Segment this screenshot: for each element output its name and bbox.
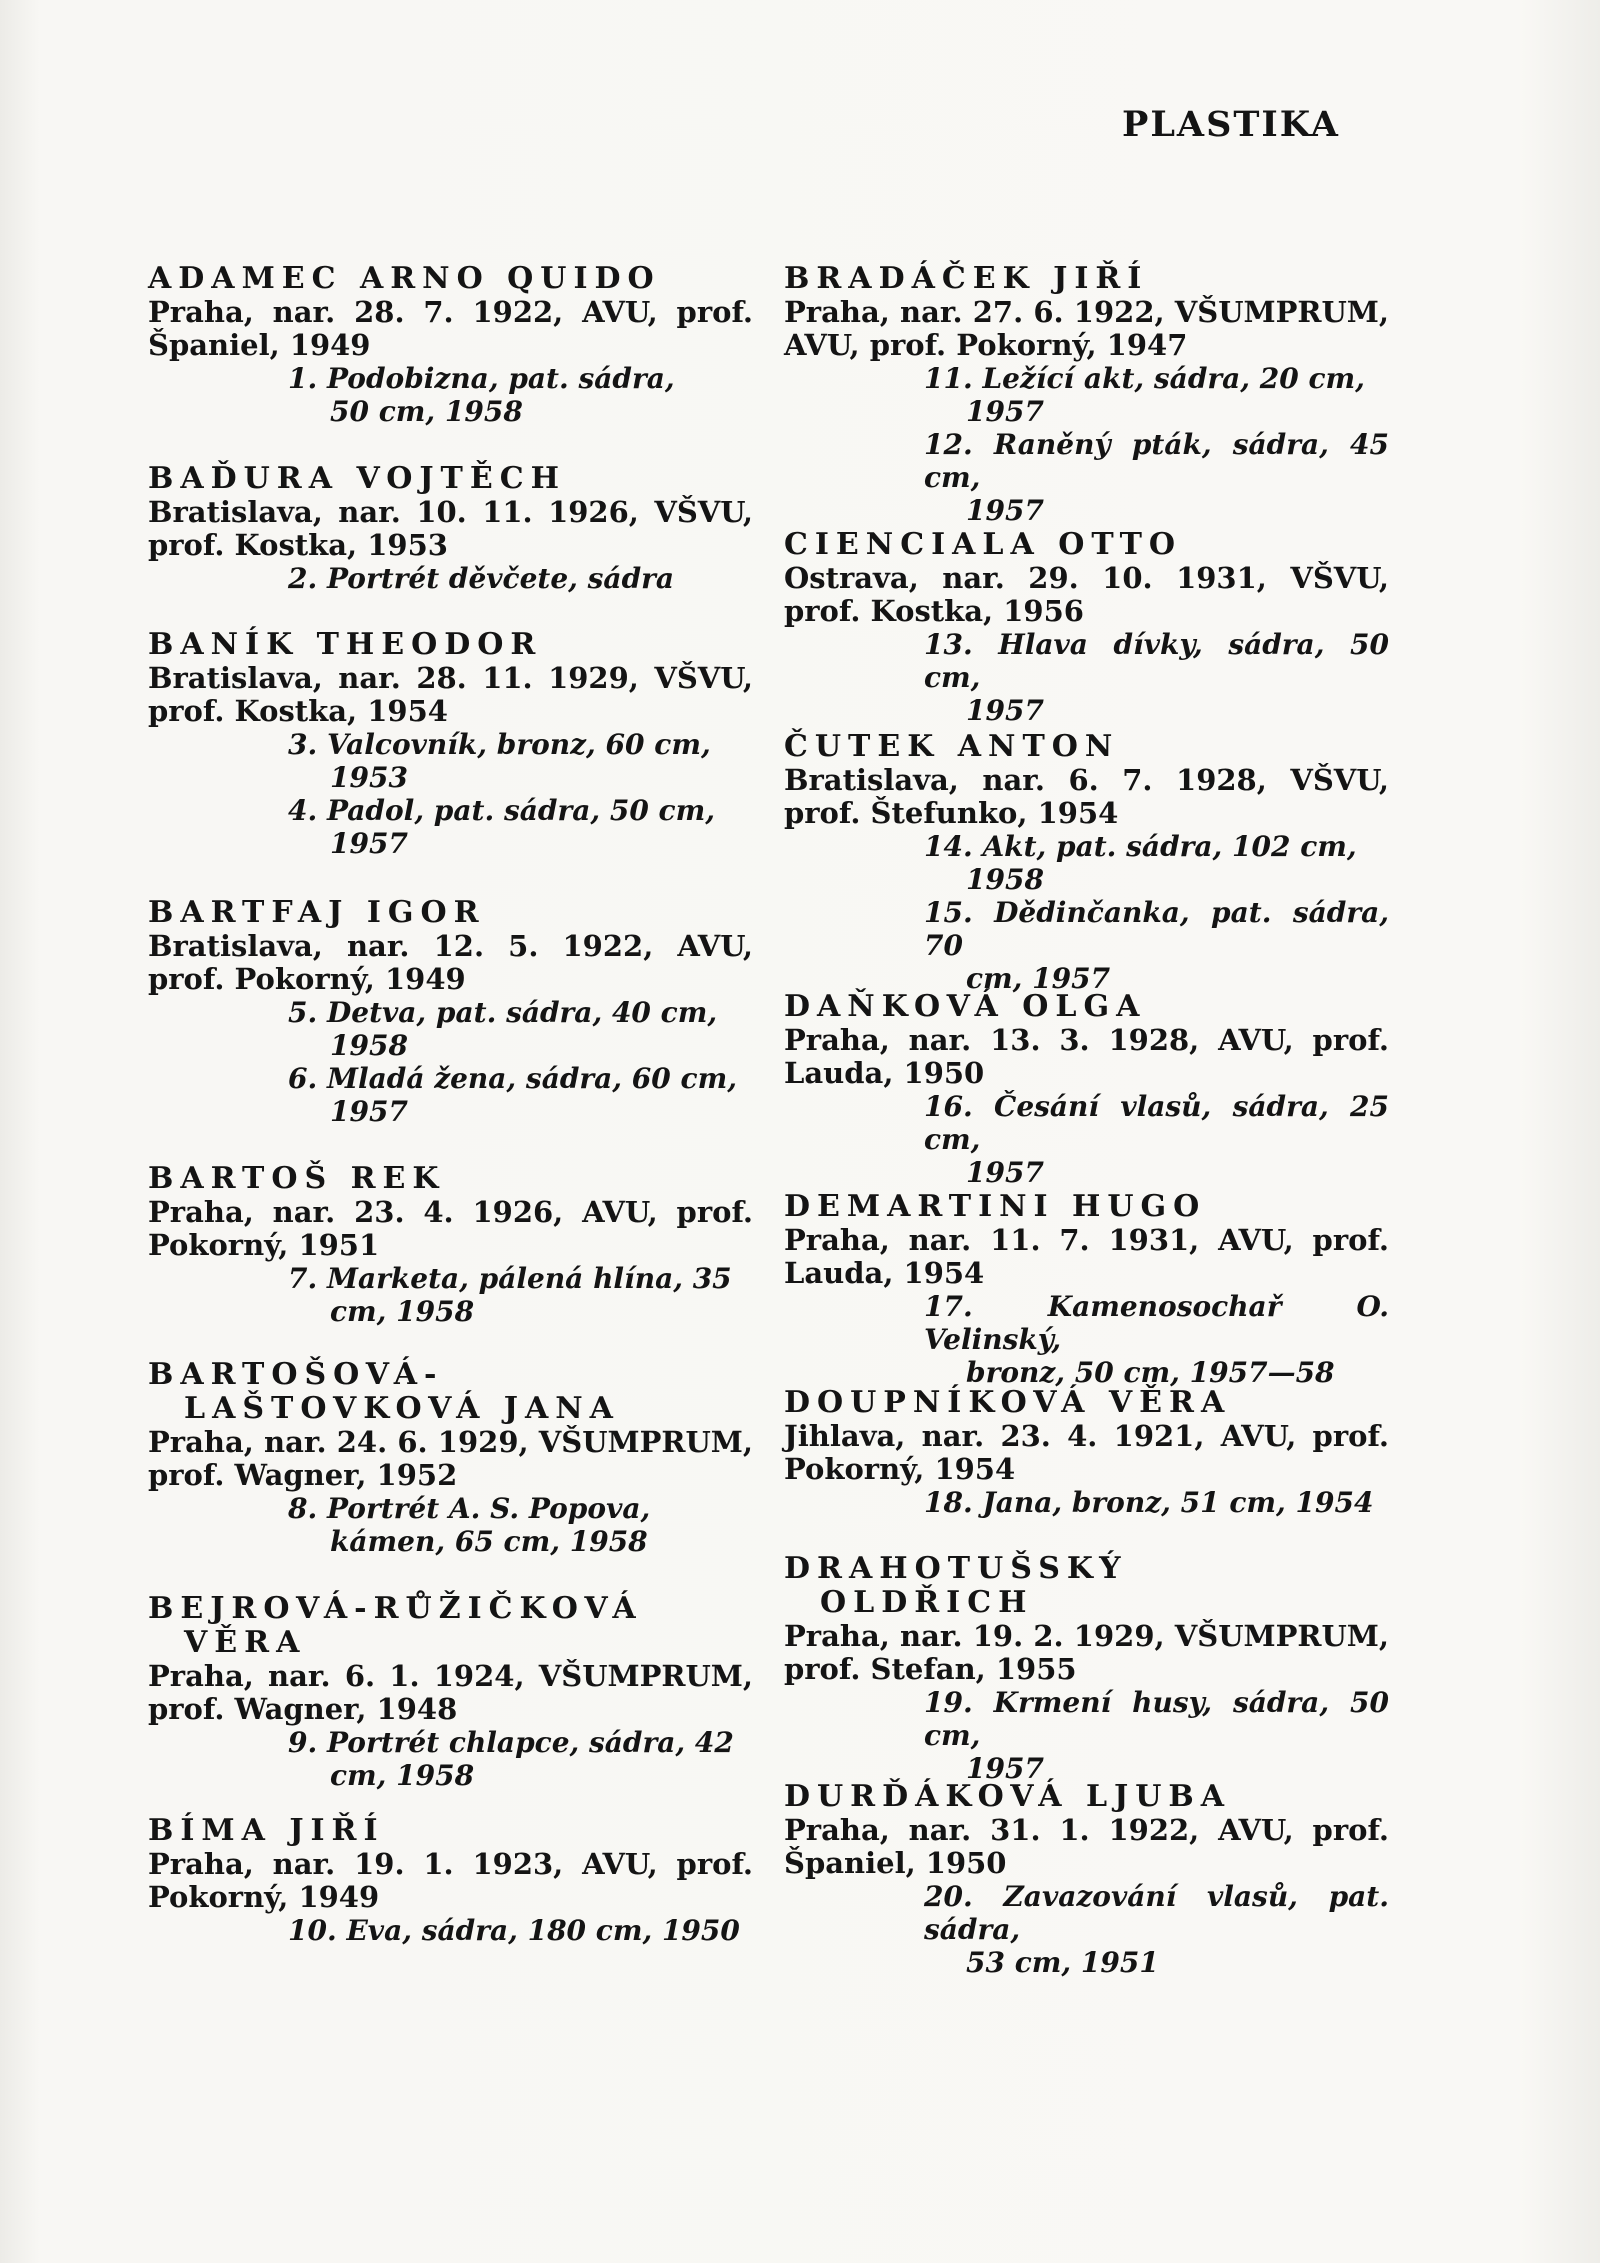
artwork-title: 13. Hlava dívky, sádra, 50 cm,	[924, 628, 1389, 694]
artwork-title: 11. Ležící akt, sádra, 20 cm,	[924, 362, 1365, 395]
artist-bio: Bratislava, nar. 12. 5. 1922, AVU, prof. Pokorný, 1949	[148, 929, 753, 996]
artist-entry	[784, 528, 1389, 727]
artist-name: DURĎÁKOVÁ LJUBA	[784, 1779, 1232, 1814]
artist-name: DRAHOTUŠSKÝ	[784, 1551, 1128, 1586]
artwork-details: 1957	[330, 827, 408, 860]
artist-bio: Praha, nar. 24. 6. 1929, VŠUMPRUM, prof. Wagner, 1952	[148, 1425, 753, 1492]
artwork-item	[148, 794, 753, 860]
artwork-item	[784, 1090, 1389, 1189]
artist-bio: Praha, nar. 23. 4. 1926, AVU, prof. Pokorný, 1951	[148, 1195, 753, 1262]
artwork-details: 50 cm, 1958	[330, 395, 523, 428]
artist-name-continued: OLDŘICH	[820, 1585, 1034, 1620]
artwork-details: 1953	[330, 761, 408, 794]
artwork-item	[148, 1492, 753, 1558]
artwork-title: 15. Dědinčanka, pat. sádra, 70	[924, 896, 1389, 962]
artwork-details: bronz, 50 cm, 1957—58	[966, 1356, 1335, 1389]
artist-bio: Bratislava, nar. 28. 11. 1929, VŠVU, prof. Kostka, 1954	[148, 661, 753, 728]
artwork-title: 9. Portrét chlapce, sádra, 42	[288, 1726, 734, 1759]
artwork-details: 1957	[330, 1095, 408, 1128]
artwork-title: 5. Detva, pat. sádra, 40 cm,	[288, 996, 718, 1029]
artwork-details: 53 cm, 1951	[966, 1946, 1159, 1979]
artwork-title: 16. Česání vlasů, sádra, 25 cm,	[924, 1090, 1389, 1156]
artwork-title: 2. Portrét děvčete, sádra	[288, 562, 675, 595]
artwork-item	[784, 896, 1389, 995]
artist-entry	[148, 1592, 753, 1792]
artwork-details: 1957	[966, 1156, 1044, 1189]
artwork-item	[784, 1686, 1389, 1785]
artwork-details: 1958	[330, 1029, 408, 1062]
artwork-item	[148, 562, 753, 595]
artist-bio: Bratislava, nar. 10. 11. 1926, VŠVU, prof. Kostka, 1953	[148, 495, 753, 562]
artist-bio: Praha, nar. 19. 2. 1929, VŠUMPRUM, prof. Stefan, 1955	[784, 1619, 1389, 1686]
artwork-title: 20. Zavazování vlasů, pat. sádra,	[924, 1880, 1389, 1946]
artist-name: ČUTEK ANTON	[784, 729, 1120, 764]
artwork-title: 19. Krmení husy, sádra, 50 cm,	[924, 1686, 1389, 1752]
artist-entry	[784, 990, 1389, 1189]
artwork-item	[148, 1726, 753, 1792]
artist-entry	[784, 1190, 1389, 1389]
artist-entry	[148, 1358, 753, 1558]
artist-bio: Jihlava, nar. 23. 4. 1921, AVU, prof. Pokorný, 1954	[784, 1419, 1389, 1486]
artist-entry	[148, 1814, 753, 1947]
artwork-title: 7. Marketa, pálená hlína, 35	[288, 1262, 732, 1295]
artist-entry	[784, 1780, 1389, 1979]
artwork-item	[148, 728, 753, 794]
artist-name: DAŇKOVÁ OLGA	[784, 989, 1147, 1024]
artwork-details: 1958	[966, 863, 1044, 896]
artwork-title: 14. Akt, pat. sádra, 102 cm,	[924, 830, 1357, 863]
artist-name: DEMARTINI HUGO	[784, 1189, 1207, 1224]
artist-name: ADAMEC ARNO QUIDO	[148, 261, 661, 296]
artist-bio: Bratislava, nar. 6. 7. 1928, VŠVU, prof. Štefunko, 1954	[784, 763, 1389, 830]
artist-entry	[148, 462, 753, 595]
artwork-item	[148, 1062, 753, 1128]
artist-bio: Praha, nar. 27. 6. 1922, VŠUMPRUM, AVU, prof. Pokorný, 1947	[784, 295, 1389, 362]
artwork-details: cm, 1958	[330, 1295, 475, 1328]
artwork-title: 17. Kamenosochař O. Velinský,	[924, 1290, 1389, 1356]
page-heading: PLASTIKA	[1122, 104, 1340, 145]
artist-name: BARTFAJ IGOR	[148, 895, 486, 930]
artwork-title: 6. Mladá žena, sádra, 60 cm,	[288, 1062, 737, 1095]
artist-name: BEJROVÁ-RŮŽIČKOVÁ	[148, 1591, 643, 1626]
artwork-details: kámen, 65 cm, 1958	[330, 1525, 648, 1558]
artist-bio: Ostrava, nar. 29. 10. 1931, VŠVU, prof. Kostka, 1956	[784, 561, 1389, 628]
artist-entry	[148, 1162, 753, 1328]
artist-entry	[148, 262, 753, 428]
artwork-item	[784, 1486, 1389, 1519]
artwork-title: 12. Raněný pták, sádra, 45 cm,	[924, 428, 1389, 494]
artwork-title: 10. Eva, sádra, 180 cm, 1950	[288, 1914, 740, 1947]
artwork-details: cm, 1958	[330, 1759, 475, 1792]
artist-entry	[148, 628, 753, 860]
artwork-item	[784, 830, 1389, 896]
artist-entry	[784, 1552, 1389, 1785]
artwork-item	[784, 628, 1389, 727]
artist-name: BÍMA JIŘÍ	[148, 1813, 385, 1848]
artist-name-continued: LAŠTOVKOVÁ JANA	[184, 1391, 620, 1426]
artist-bio: Praha, nar. 19. 1. 1923, AVU, prof. Pokorný, 1949	[148, 1847, 753, 1914]
artist-name: BAĎURA VOJTĚCH	[148, 461, 566, 496]
artwork-item	[148, 362, 753, 428]
artwork-item	[784, 1880, 1389, 1979]
artwork-title: 4. Padol, pat. sádra, 50 cm,	[288, 794, 715, 827]
artist-bio: Praha, nar. 13. 3. 1928, AVU, prof. Lauda, 1950	[784, 1023, 1389, 1090]
artist-entry	[148, 896, 753, 1128]
artwork-details: 1957	[966, 1752, 1044, 1785]
artwork-title: 1. Podobizna, pat. sádra,	[288, 362, 675, 395]
artwork-item	[784, 428, 1389, 527]
artist-name: BARTOŠ REK	[148, 1161, 446, 1196]
artwork-item	[148, 996, 753, 1062]
artist-entry	[784, 262, 1389, 527]
artwork-details: cm, 1957	[966, 962, 1111, 995]
artwork-title: 8. Portrét A. S. Popova,	[288, 1492, 651, 1525]
artwork-item	[148, 1262, 753, 1328]
artwork-title: 3. Valcovník, bronz, 60 cm,	[288, 728, 711, 761]
artist-name: DOUPNÍKOVÁ VĚRA	[784, 1385, 1232, 1420]
artist-bio: Praha, nar. 28. 7. 1922, AVU, prof. Španiel, 1949	[148, 295, 753, 362]
artwork-item	[784, 1290, 1389, 1389]
artist-name-continued: VĚRA	[184, 1625, 307, 1660]
artist-name: CIENCIALA OTTO	[784, 527, 1183, 562]
artwork-item	[148, 1914, 753, 1947]
artist-entry	[784, 730, 1389, 995]
artist-bio: Praha, nar. 11. 7. 1931, AVU, prof. Lauda, 1954	[784, 1223, 1389, 1290]
artist-name: BRADÁČEK JIŘÍ	[784, 261, 1149, 296]
artist-name: BARTOŠOVÁ-	[148, 1357, 444, 1392]
artwork-details: 1957	[966, 694, 1044, 727]
artist-name: BANÍK THEODOR	[148, 627, 543, 662]
artist-entry	[784, 1386, 1389, 1519]
artwork-details: 1957	[966, 494, 1044, 527]
artist-bio: Praha, nar. 31. 1. 1922, AVU, prof. Španiel, 1950	[784, 1813, 1389, 1880]
artwork-item	[784, 362, 1389, 428]
artist-bio: Praha, nar. 6. 1. 1924, VŠUMPRUM, prof. Wagner, 1948	[148, 1659, 753, 1726]
artwork-title: 18. Jana, bronz, 51 cm, 1954	[924, 1486, 1374, 1519]
artwork-details: 1957	[966, 395, 1044, 428]
